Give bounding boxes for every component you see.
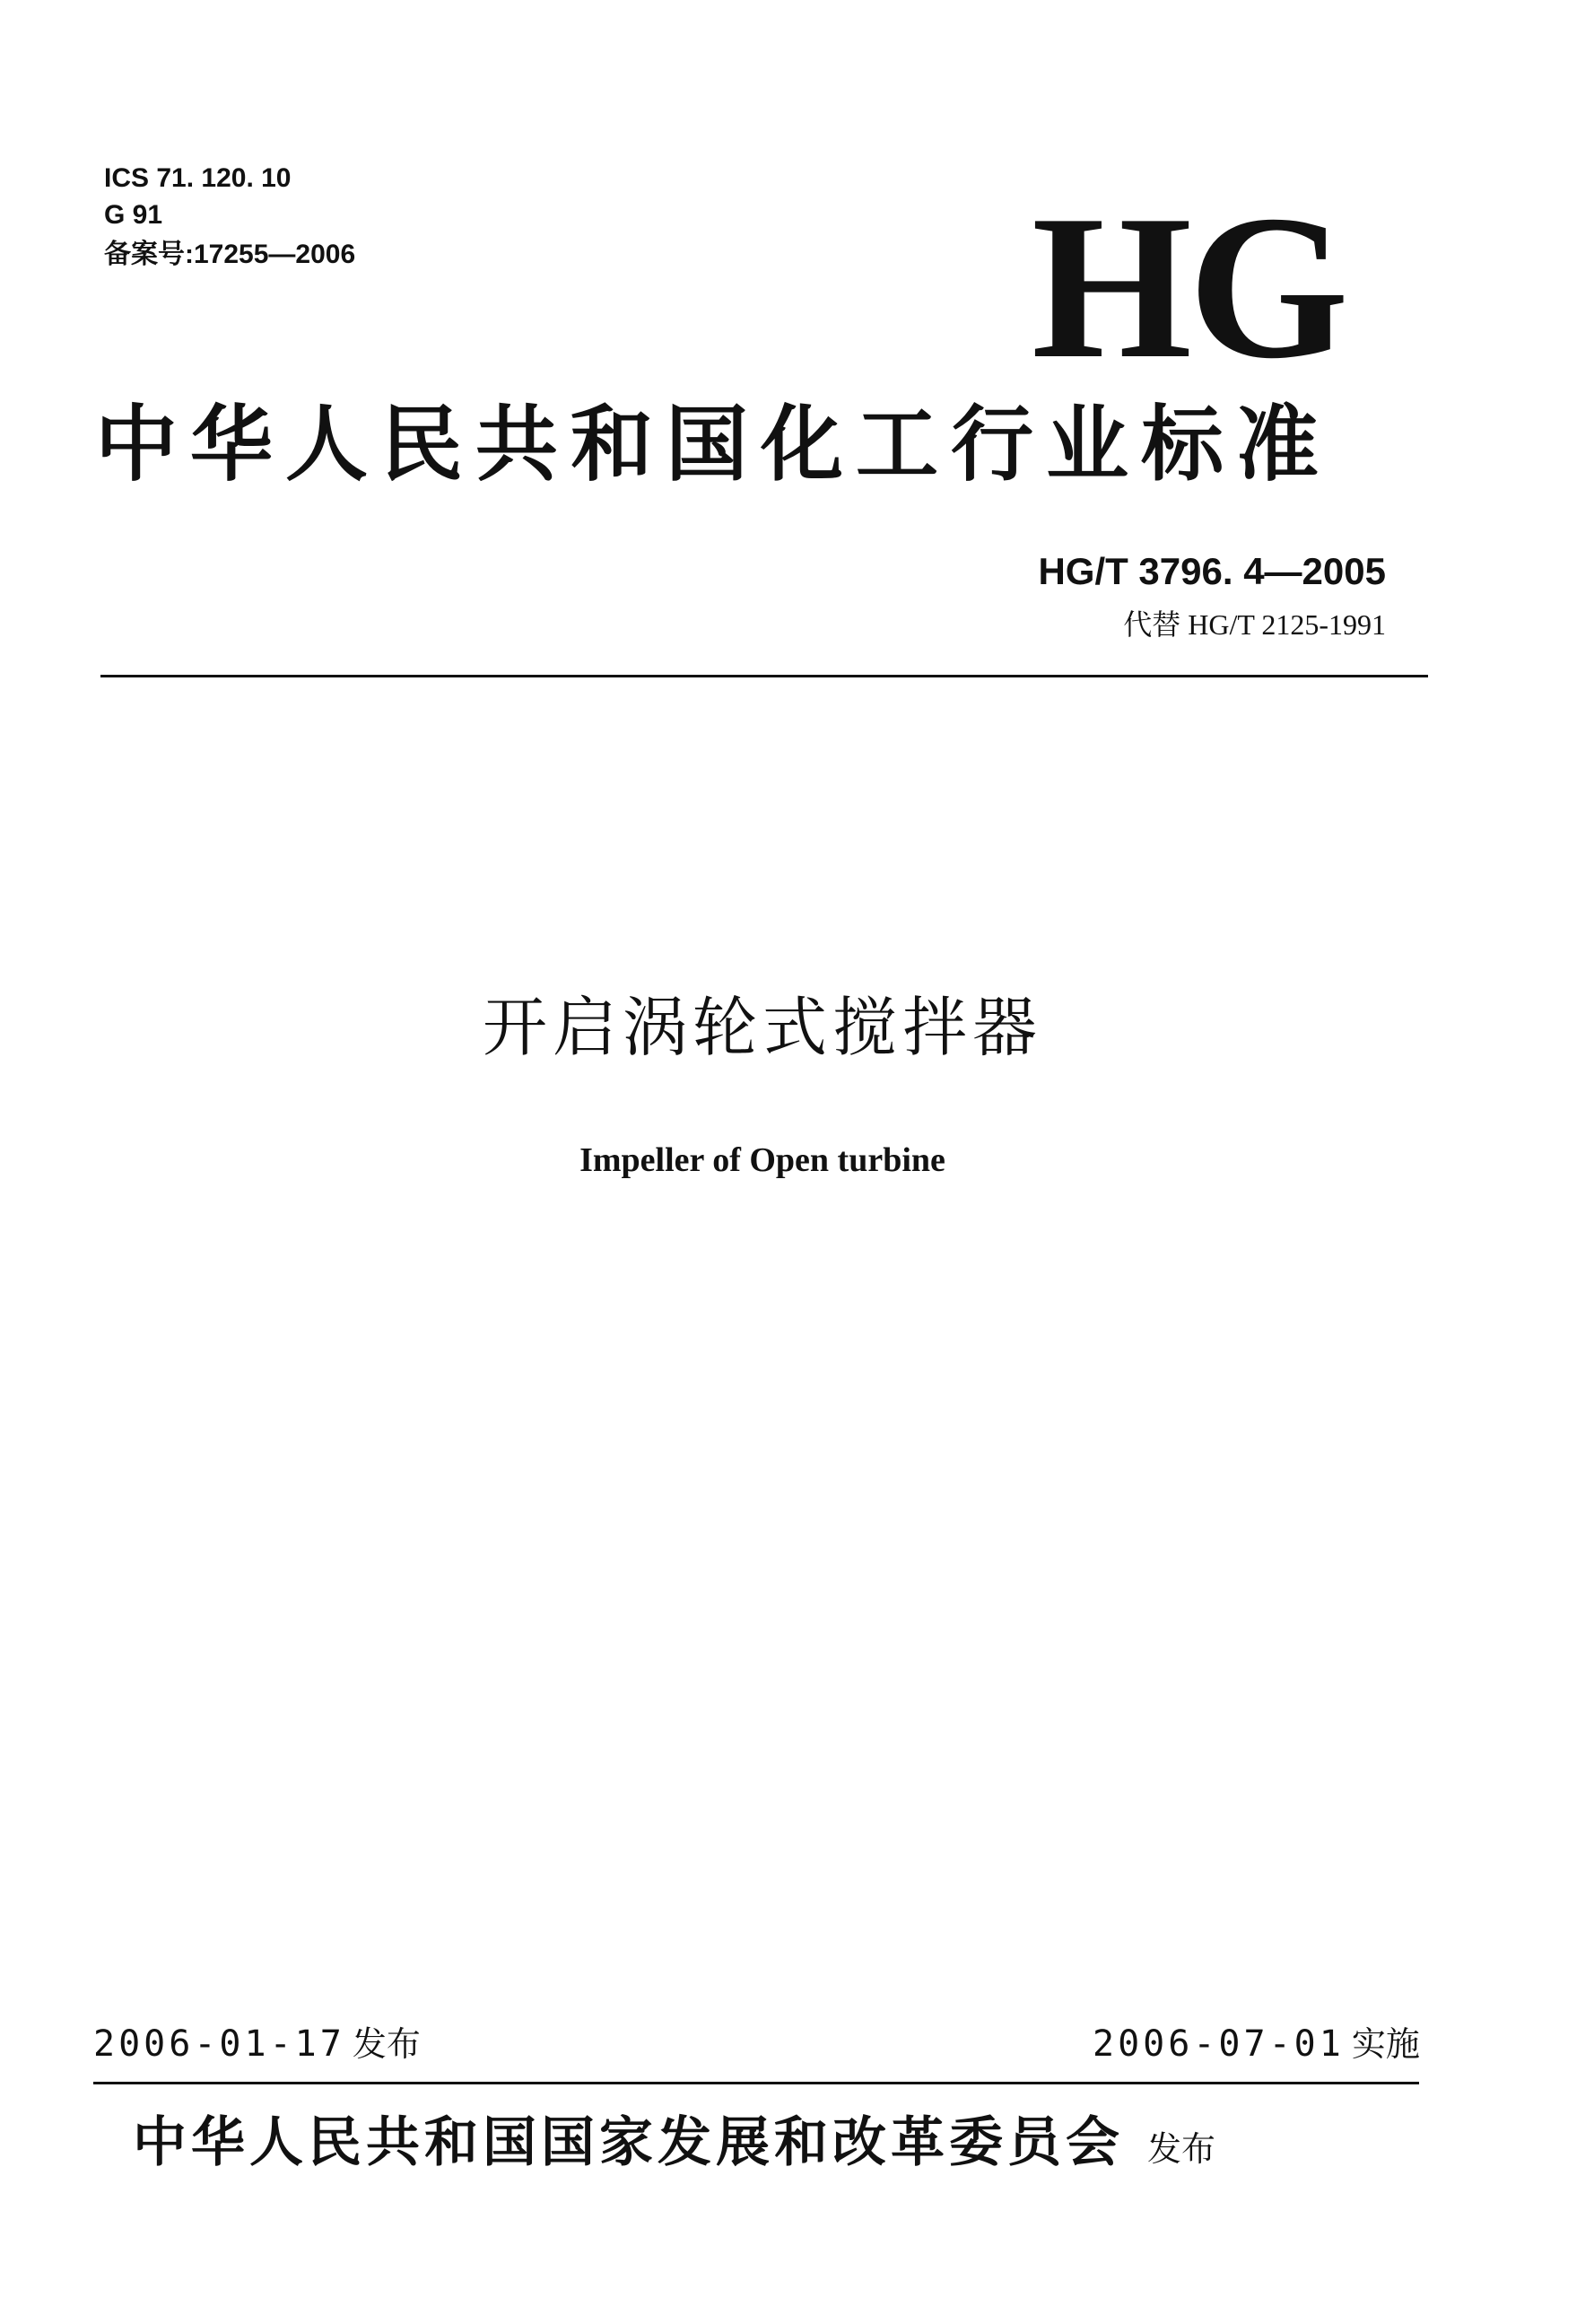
effective-date-value: 2006-07-01: [1093, 2023, 1345, 2065]
effective-date: [1093, 2022, 1420, 2066]
issue-date-label: 发布: [352, 2024, 421, 2064]
replaces-standard: 代替 HG/T 2125-1991: [1123, 608, 1386, 641]
standard-number: HG/T 3796. 4—2005: [1038, 550, 1386, 592]
standard-category-title: 中华人民共和国化工行业标准: [95, 396, 1332, 493]
document-title-cn: 开启涡轮式搅拌器: [482, 990, 1042, 1065]
issue-date: [93, 2022, 421, 2066]
issuer-action: 发布: [1147, 2129, 1216, 2169]
issue-date-value: 2006-01-17: [93, 2023, 345, 2065]
issuer-name: 中华人民共和国国家发展和改革委员会: [133, 2111, 1124, 2174]
document-title-en: Impeller of Open turbine: [579, 1141, 945, 1179]
record-number: 备案号:17255—2006: [104, 240, 356, 269]
hg-logo: HG: [1032, 172, 1346, 401]
classification-code: G 91: [104, 200, 163, 230]
bottom-divider: [93, 2082, 1419, 2084]
ics-code: ICS 71. 120. 10: [104, 163, 292, 193]
top-divider: [100, 675, 1428, 677]
effective-date-label: 实施: [1351, 2024, 1420, 2064]
issuer-line: [133, 2107, 1424, 2185]
